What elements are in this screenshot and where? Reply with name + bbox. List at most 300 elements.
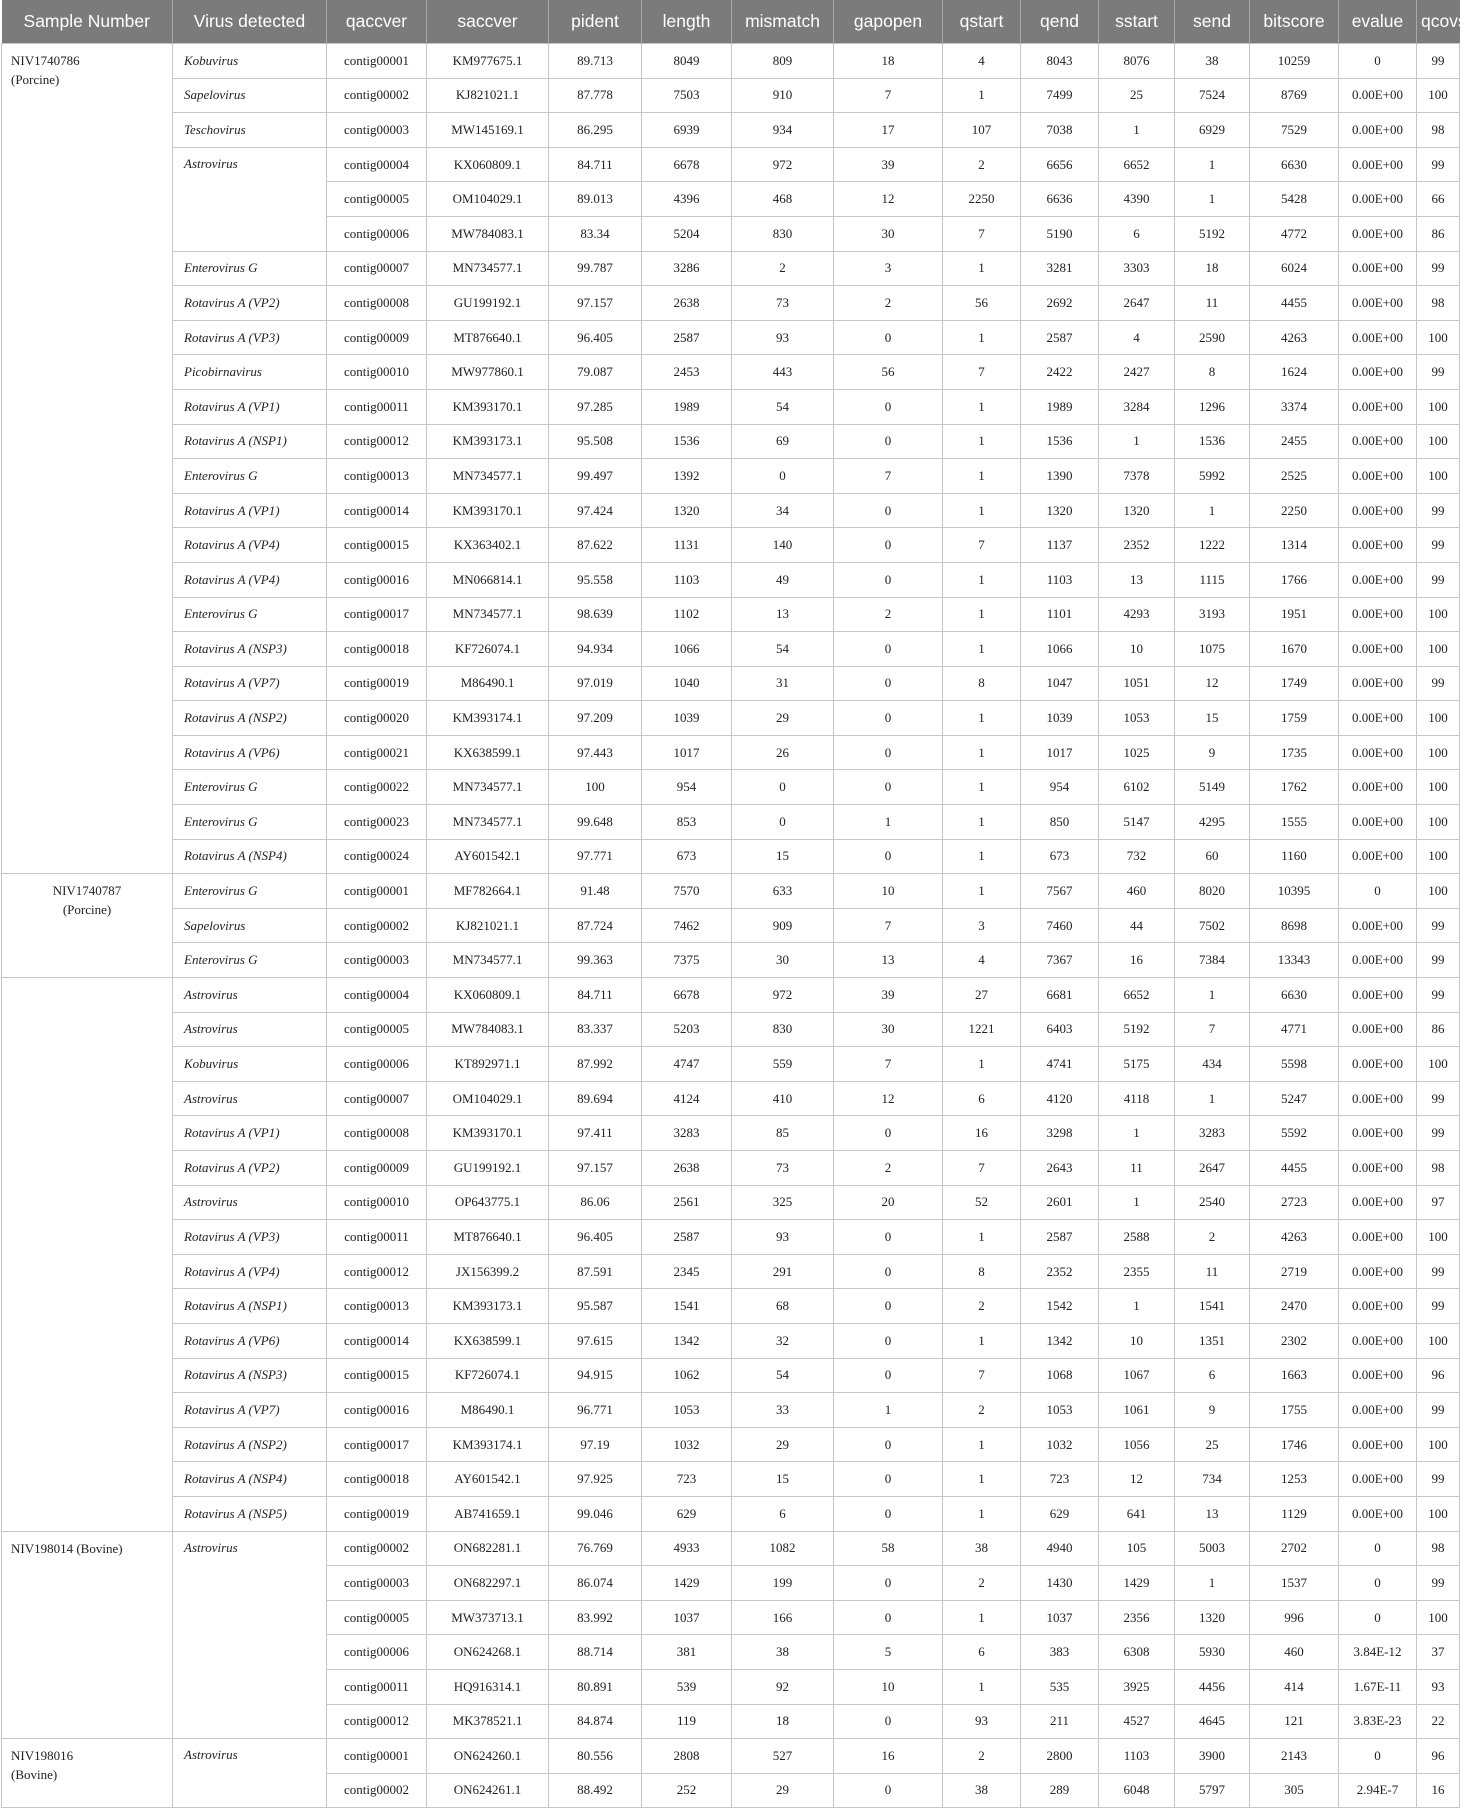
qcovs-cell: 100 <box>1417 839 1460 874</box>
qend-cell: 1037 <box>1021 1600 1099 1635</box>
length-cell: 853 <box>642 805 732 840</box>
saccver-cell: MN734577.1 <box>427 597 549 632</box>
gapopen-cell: 0 <box>834 666 943 701</box>
pident-cell: 96.405 <box>549 1220 642 1255</box>
saccver-cell: KX060809.1 <box>427 978 549 1013</box>
virus-detected-cell: Sapelovirus <box>173 78 327 113</box>
qstart-cell: 1 <box>943 735 1021 770</box>
saccver-cell: KJ821021.1 <box>427 78 549 113</box>
qcovs-cell: 66 <box>1417 182 1460 217</box>
length-cell: 2638 <box>642 286 732 321</box>
length-cell: 8049 <box>642 44 732 79</box>
evalue-cell: 0.00E+00 <box>1339 528 1417 563</box>
virus-detected-cell: Enterovirus G <box>173 943 327 978</box>
saccver-cell: KJ821021.1 <box>427 908 549 943</box>
table-row <box>2 1739 1460 1774</box>
gapopen-cell: 10 <box>834 1669 943 1704</box>
gapopen-cell: 0 <box>834 1116 943 1151</box>
pident-cell: 97.285 <box>549 389 642 424</box>
qend-cell: 7499 <box>1021 78 1099 113</box>
saccver-cell: OM104029.1 <box>427 182 549 217</box>
sstart-cell: 7378 <box>1099 459 1175 494</box>
virus-detected-cell: Astrovirus <box>173 978 327 1013</box>
pident-cell: 97.209 <box>549 701 642 736</box>
sstart-cell: 10 <box>1099 1323 1175 1358</box>
bitscore-cell: 1160 <box>1250 839 1339 874</box>
qcovs-cell: 99 <box>1417 1393 1460 1428</box>
sstart-cell: 1 <box>1099 1116 1175 1151</box>
mismatch-cell: 909 <box>732 908 834 943</box>
sstart-cell: 1 <box>1099 113 1175 148</box>
qaccver-cell: contig00020 <box>327 701 427 736</box>
virus-detected-cell: Teschovirus <box>173 113 327 148</box>
qaccver-cell: contig00012 <box>327 1254 427 1289</box>
qend-cell: 1320 <box>1021 493 1099 528</box>
mismatch-cell: 18 <box>732 1704 834 1739</box>
qend-cell: 6656 <box>1021 147 1099 182</box>
gapopen-cell: 0 <box>834 493 943 528</box>
bitscore-cell: 4455 <box>1250 1151 1339 1186</box>
qcovs-cell: 100 <box>1417 389 1460 424</box>
bitscore-cell: 2143 <box>1250 1739 1339 1774</box>
evalue-cell: 0.00E+00 <box>1339 839 1417 874</box>
qstart-cell: 1 <box>943 1496 1021 1531</box>
column-header-qstart: qstart <box>943 0 1021 44</box>
bitscore-cell: 414 <box>1250 1669 1339 1704</box>
send-cell: 2540 <box>1175 1185 1250 1220</box>
send-cell: 1075 <box>1175 632 1250 667</box>
table-body <box>2 44 1460 1808</box>
sample-number-text: (Porcine) <box>11 72 60 87</box>
qstart-cell: 1 <box>943 1600 1021 1635</box>
sstart-cell: 1053 <box>1099 701 1175 736</box>
pident-cell: 97.19 <box>549 1427 642 1462</box>
bitscore-cell: 1537 <box>1250 1566 1339 1601</box>
bitscore-cell: 5428 <box>1250 182 1339 217</box>
length-cell: 1989 <box>642 389 732 424</box>
mismatch-cell: 73 <box>732 1151 834 1186</box>
qcovs-cell: 99 <box>1417 493 1460 528</box>
virus-detected-cell: Rotavirus A (NSP2) <box>173 1427 327 1462</box>
qend-cell: 3281 <box>1021 251 1099 286</box>
sstart-cell: 1429 <box>1099 1566 1175 1601</box>
qaccver-cell: contig00014 <box>327 1323 427 1358</box>
qend-cell: 7567 <box>1021 874 1099 909</box>
mismatch-cell: 910 <box>732 78 834 113</box>
qend-cell: 954 <box>1021 770 1099 805</box>
evalue-cell: 0 <box>1339 1739 1417 1774</box>
length-cell: 1053 <box>642 1393 732 1428</box>
mismatch-cell: 69 <box>732 424 834 459</box>
qend-cell: 723 <box>1021 1462 1099 1497</box>
sstart-cell: 5175 <box>1099 1047 1175 1082</box>
saccver-cell: HQ916314.1 <box>427 1669 549 1704</box>
qstart-cell: 7 <box>943 528 1021 563</box>
saccver-cell: KM393170.1 <box>427 389 549 424</box>
mismatch-cell: 410 <box>732 1081 834 1116</box>
pident-cell: 99.497 <box>549 459 642 494</box>
evalue-cell: 0.00E+00 <box>1339 78 1417 113</box>
gapopen-cell: 18 <box>834 44 943 79</box>
evalue-cell: 0.00E+00 <box>1339 597 1417 632</box>
column-header-gapopen: gapopen <box>834 0 943 44</box>
length-cell: 2587 <box>642 1220 732 1255</box>
qend-cell: 1066 <box>1021 632 1099 667</box>
qaccver-cell: contig00006 <box>327 216 427 251</box>
qcovs-cell: 100 <box>1417 735 1460 770</box>
gapopen-cell: 7 <box>834 1047 943 1082</box>
bitscore-cell: 121 <box>1250 1704 1339 1739</box>
send-cell: 9 <box>1175 1393 1250 1428</box>
qaccver-cell: contig00023 <box>327 805 427 840</box>
gapopen-cell: 3 <box>834 251 943 286</box>
column-header-qcovs: qcovs <box>1417 0 1460 44</box>
qend-cell: 289 <box>1021 1773 1099 1808</box>
length-cell: 954 <box>642 770 732 805</box>
gapopen-cell: 1 <box>834 805 943 840</box>
bitscore-cell: 10259 <box>1250 44 1339 79</box>
evalue-cell: 0.00E+00 <box>1339 389 1417 424</box>
evalue-cell: 0.00E+00 <box>1339 1012 1417 1047</box>
saccver-cell: KX060809.1 <box>427 147 549 182</box>
pident-cell: 94.915 <box>549 1358 642 1393</box>
qend-cell: 1542 <box>1021 1289 1099 1324</box>
qstart-cell: 6 <box>943 1081 1021 1116</box>
saccver-cell: MN734577.1 <box>427 943 549 978</box>
mismatch-cell: 85 <box>732 1116 834 1151</box>
qcovs-cell: 96 <box>1417 1739 1460 1774</box>
sample-number-cell <box>2 44 173 874</box>
qstart-cell: 1 <box>943 493 1021 528</box>
saccver-cell: MW373713.1 <box>427 1600 549 1635</box>
evalue-cell: 0.00E+00 <box>1339 1358 1417 1393</box>
sstart-cell: 44 <box>1099 908 1175 943</box>
length-cell: 2638 <box>642 1151 732 1186</box>
sstart-cell: 6048 <box>1099 1773 1175 1808</box>
bitscore-cell: 1555 <box>1250 805 1339 840</box>
send-cell: 1541 <box>1175 1289 1250 1324</box>
saccver-cell: KM977675.1 <box>427 44 549 79</box>
qstart-cell: 1 <box>943 251 1021 286</box>
gapopen-cell: 7 <box>834 908 943 943</box>
saccver-cell: JX156399.2 <box>427 1254 549 1289</box>
bitscore-cell: 5592 <box>1250 1116 1339 1151</box>
saccver-cell: AY601542.1 <box>427 839 549 874</box>
length-cell: 539 <box>642 1669 732 1704</box>
bitscore-cell: 7529 <box>1250 113 1339 148</box>
length-cell: 1066 <box>642 632 732 667</box>
length-cell: 1429 <box>642 1566 732 1601</box>
qcovs-cell: 99 <box>1417 562 1460 597</box>
table-row <box>2 1427 1460 1462</box>
bitscore-cell: 4263 <box>1250 320 1339 355</box>
pident-cell: 97.424 <box>549 493 642 528</box>
qcovs-cell: 100 <box>1417 1427 1460 1462</box>
qaccver-cell: contig00001 <box>327 1739 427 1774</box>
mismatch-cell: 26 <box>732 735 834 770</box>
sample-number-text: NIV198014 (Bovine) <box>11 1540 123 1556</box>
sample-number-text: (Bovine) <box>11 1767 58 1783</box>
qend-cell: 4120 <box>1021 1081 1099 1116</box>
pident-cell: 84.711 <box>549 978 642 1013</box>
bitscore-cell: 4771 <box>1250 1012 1339 1047</box>
bitscore-cell: 2702 <box>1250 1531 1339 1566</box>
gapopen-cell: 7 <box>834 459 943 494</box>
virus-detected-cell: Astrovirus <box>173 1012 327 1047</box>
qstart-cell: 1 <box>943 78 1021 113</box>
qcovs-cell: 22 <box>1417 1704 1460 1739</box>
sstart-cell: 1 <box>1099 424 1175 459</box>
send-cell: 4295 <box>1175 805 1250 840</box>
length-cell: 1017 <box>642 735 732 770</box>
qstart-cell: 1 <box>943 839 1021 874</box>
qstart-cell: 1 <box>943 1427 1021 1462</box>
length-cell: 2453 <box>642 355 732 390</box>
send-cell: 5930 <box>1175 1635 1250 1670</box>
pident-cell: 97.615 <box>549 1323 642 1358</box>
sstart-cell: 4 <box>1099 320 1175 355</box>
qend-cell: 629 <box>1021 1496 1099 1531</box>
qcovs-cell: 99 <box>1417 943 1460 978</box>
gapopen-cell: 20 <box>834 1185 943 1220</box>
qcovs-cell: 100 <box>1417 1323 1460 1358</box>
send-cell: 1 <box>1175 182 1250 217</box>
virus-detected-cell: Rotavirus A (NSP1) <box>173 424 327 459</box>
saccver-cell: MN734577.1 <box>427 251 549 286</box>
length-cell: 6678 <box>642 147 732 182</box>
qaccver-cell: contig00009 <box>327 1151 427 1186</box>
gapopen-cell: 12 <box>834 182 943 217</box>
virus-detected-cell: Rotavirus A (NSP5) <box>173 1496 327 1531</box>
gapopen-cell: 2 <box>834 597 943 632</box>
send-cell: 1 <box>1175 1081 1250 1116</box>
evalue-cell: 0.00E+00 <box>1339 1081 1417 1116</box>
qend-cell: 2422 <box>1021 355 1099 390</box>
mismatch-cell: 6 <box>732 1496 834 1531</box>
gapopen-cell: 0 <box>834 1704 943 1739</box>
qstart-cell: 1221 <box>943 1012 1021 1047</box>
length-cell: 4747 <box>642 1047 732 1082</box>
gapopen-cell: 10 <box>834 874 943 909</box>
pident-cell: 98.639 <box>549 597 642 632</box>
qcovs-cell: 93 <box>1417 1669 1460 1704</box>
length-cell: 1102 <box>642 597 732 632</box>
mismatch-cell: 34 <box>732 493 834 528</box>
mismatch-cell: 38 <box>732 1635 834 1670</box>
virus-detected-cell: Rotavirus A (VP1) <box>173 389 327 424</box>
sstart-cell: 5147 <box>1099 805 1175 840</box>
gapopen-cell: 0 <box>834 632 943 667</box>
qaccver-cell: contig00015 <box>327 528 427 563</box>
qend-cell: 1103 <box>1021 562 1099 597</box>
qend-cell: 535 <box>1021 1669 1099 1704</box>
table-row <box>2 632 1460 667</box>
qaccver-cell: contig00008 <box>327 1116 427 1151</box>
send-cell: 8020 <box>1175 874 1250 909</box>
qaccver-cell: contig00006 <box>327 1635 427 1670</box>
qstart-cell: 1 <box>943 1220 1021 1255</box>
gapopen-cell: 1 <box>834 1393 943 1428</box>
bitscore-cell: 1766 <box>1250 562 1339 597</box>
send-cell: 1115 <box>1175 562 1250 597</box>
qcovs-cell: 99 <box>1417 147 1460 182</box>
sstart-cell: 2588 <box>1099 1220 1175 1255</box>
qcovs-cell: 100 <box>1417 320 1460 355</box>
qend-cell: 6403 <box>1021 1012 1099 1047</box>
mismatch-cell: 809 <box>732 44 834 79</box>
bitscore-cell: 460 <box>1250 1635 1339 1670</box>
saccver-cell: MT876640.1 <box>427 320 549 355</box>
evalue-cell: 0.00E+00 <box>1339 1220 1417 1255</box>
pident-cell: 84.711 <box>549 147 642 182</box>
bitscore-cell: 6024 <box>1250 251 1339 286</box>
saccver-cell: ON624268.1 <box>427 1635 549 1670</box>
table-row <box>2 1254 1460 1289</box>
bitscore-cell: 6630 <box>1250 147 1339 182</box>
saccver-cell: MW145169.1 <box>427 113 549 148</box>
sstart-cell: 12 <box>1099 1462 1175 1497</box>
qend-cell: 1342 <box>1021 1323 1099 1358</box>
evalue-cell: 0.00E+00 <box>1339 1185 1417 1220</box>
gapopen-cell: 0 <box>834 1254 943 1289</box>
virus-detected-cell: Rotavirus A (NSP3) <box>173 1358 327 1393</box>
pident-cell: 94.934 <box>549 632 642 667</box>
pident-cell: 97.925 <box>549 1462 642 1497</box>
bitscore-cell: 1129 <box>1250 1496 1339 1531</box>
pident-cell: 95.587 <box>549 1289 642 1324</box>
qstart-cell: 7 <box>943 1151 1021 1186</box>
virus-detected-cell: Rotavirus A (VP3) <box>173 1220 327 1255</box>
mismatch-cell: 830 <box>732 216 834 251</box>
gapopen-cell: 17 <box>834 113 943 148</box>
virus-detected-cell: Rotavirus A (VP4) <box>173 1254 327 1289</box>
virus-detected-cell: Rotavirus A (NSP4) <box>173 1462 327 1497</box>
mismatch-cell: 291 <box>732 1254 834 1289</box>
mismatch-cell: 468 <box>732 182 834 217</box>
column-header-saccver: saccver <box>427 0 549 44</box>
send-cell: 3900 <box>1175 1739 1250 1774</box>
bitscore-cell: 305 <box>1250 1773 1339 1808</box>
table-row <box>2 1462 1460 1497</box>
virus-detected-cell: Rotavirus A (NSP2) <box>173 701 327 736</box>
qend-cell: 6636 <box>1021 182 1099 217</box>
mismatch-cell: 0 <box>732 459 834 494</box>
qstart-cell: 2 <box>943 1739 1021 1774</box>
qcovs-cell: 100 <box>1417 874 1460 909</box>
saccver-cell: MW977860.1 <box>427 355 549 390</box>
evalue-cell: 0.00E+00 <box>1339 1151 1417 1186</box>
sstart-cell: 1320 <box>1099 493 1175 528</box>
qaccver-cell: contig00006 <box>327 1047 427 1082</box>
qaccver-cell: contig00007 <box>327 251 427 286</box>
gapopen-cell: 0 <box>834 562 943 597</box>
qaccver-cell: contig00010 <box>327 355 427 390</box>
qcovs-cell: 16 <box>1417 1773 1460 1808</box>
pident-cell: 100 <box>549 770 642 805</box>
sample-number-text: NIV198016 <box>11 1748 74 1764</box>
length-cell: 381 <box>642 1635 732 1670</box>
bitscore-cell: 2250 <box>1250 493 1339 528</box>
qend-cell: 850 <box>1021 805 1099 840</box>
qaccver-cell: contig00002 <box>327 908 427 943</box>
qcovs-cell: 100 <box>1417 701 1460 736</box>
send-cell: 2 <box>1175 1220 1250 1255</box>
qstart-cell: 2 <box>943 147 1021 182</box>
qend-cell: 6681 <box>1021 978 1099 1013</box>
saccver-cell: KX638599.1 <box>427 1323 549 1358</box>
qaccver-cell: contig00018 <box>327 632 427 667</box>
qend-cell: 2601 <box>1021 1185 1099 1220</box>
saccver-cell: MK378521.1 <box>427 1704 549 1739</box>
sstart-cell: 1103 <box>1099 1739 1175 1774</box>
sstart-cell: 1025 <box>1099 735 1175 770</box>
sstart-cell: 3925 <box>1099 1669 1175 1704</box>
length-cell: 1032 <box>642 1427 732 1462</box>
table-row <box>2 1151 1460 1186</box>
pident-cell: 89.013 <box>549 182 642 217</box>
evalue-cell: 0.00E+00 <box>1339 1496 1417 1531</box>
gapopen-cell: 13 <box>834 943 943 978</box>
mismatch-cell: 934 <box>732 113 834 148</box>
gapopen-cell: 0 <box>834 1600 943 1635</box>
evalue-cell: 0.00E+00 <box>1339 459 1417 494</box>
sstart-cell: 16 <box>1099 943 1175 978</box>
evalue-cell: 0 <box>1339 874 1417 909</box>
qstart-cell: 1 <box>943 632 1021 667</box>
virus-detected-cell: Enterovirus G <box>173 770 327 805</box>
qend-cell: 1032 <box>1021 1427 1099 1462</box>
qcovs-cell: 99 <box>1417 1081 1460 1116</box>
sstart-cell: 6652 <box>1099 147 1175 182</box>
qcovs-cell: 99 <box>1417 1116 1460 1151</box>
gapopen-cell: 5 <box>834 1635 943 1670</box>
send-cell: 5149 <box>1175 770 1250 805</box>
qstart-cell: 2250 <box>943 182 1021 217</box>
pident-cell: 83.337 <box>549 1012 642 1047</box>
pident-cell: 87.622 <box>549 528 642 563</box>
length-cell: 1037 <box>642 1600 732 1635</box>
length-cell: 4933 <box>642 1531 732 1566</box>
length-cell: 6678 <box>642 978 732 1013</box>
sstart-cell: 25 <box>1099 78 1175 113</box>
virus-detected-cell: Rotavirus A (NSP3) <box>173 632 327 667</box>
evalue-cell: 0.00E+00 <box>1339 1323 1417 1358</box>
mismatch-cell: 13 <box>732 597 834 632</box>
bitscore-cell: 4772 <box>1250 216 1339 251</box>
qend-cell: 2800 <box>1021 1739 1099 1774</box>
bitscore-cell: 2455 <box>1250 424 1339 459</box>
mismatch-cell: 29 <box>732 1773 834 1808</box>
evalue-cell: 0.00E+00 <box>1339 493 1417 528</box>
qend-cell: 211 <box>1021 1704 1099 1739</box>
qcovs-cell: 99 <box>1417 978 1460 1013</box>
qaccver-cell: contig00017 <box>327 597 427 632</box>
send-cell: 4456 <box>1175 1669 1250 1704</box>
saccver-cell: KT892971.1 <box>427 1047 549 1082</box>
gapopen-cell: 0 <box>834 1773 943 1808</box>
qend-cell: 1989 <box>1021 389 1099 424</box>
gapopen-cell: 0 <box>834 1427 943 1462</box>
evalue-cell: 0.00E+00 <box>1339 1393 1417 1428</box>
column-header-evalue: evalue <box>1339 0 1417 44</box>
saccver-cell: MN066814.1 <box>427 562 549 597</box>
send-cell: 7524 <box>1175 78 1250 113</box>
saccver-cell: M86490.1 <box>427 1393 549 1428</box>
mismatch-cell: 93 <box>732 320 834 355</box>
table-row <box>2 770 1460 805</box>
qend-cell: 383 <box>1021 1635 1099 1670</box>
length-cell: 3286 <box>642 251 732 286</box>
